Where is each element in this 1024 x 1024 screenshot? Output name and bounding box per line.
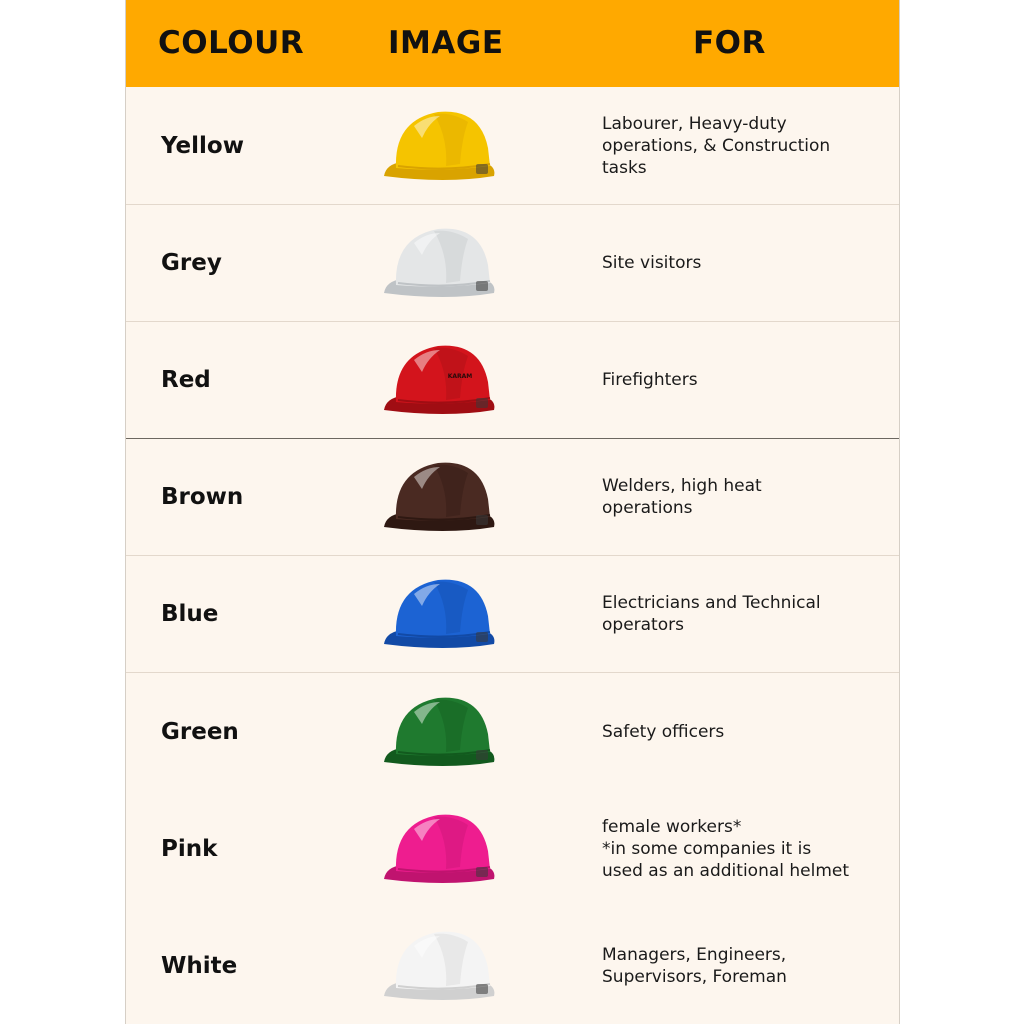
- table-row: [126, 439, 899, 556]
- usage-text: Labourer, Heavy-duty operations, & Construction tasks: [602, 113, 831, 178]
- colour-label: Brown: [161, 484, 244, 510]
- table-row: [126, 907, 899, 1024]
- grey-helmet-icon: [376, 215, 506, 311]
- usage-text: Site visitors: [602, 253, 702, 273]
- usage-text: Safety officers: [602, 721, 725, 742]
- red-helmet-icon: [376, 332, 506, 428]
- usage-text: Welders, high heat operations: [602, 476, 762, 518]
- table-header: [126, 0, 899, 87]
- colour-label: White: [161, 952, 238, 979]
- usage-text: Electricians and Technical operators: [602, 593, 821, 635]
- blue-helmet-icon: [376, 566, 506, 662]
- usage-text: Managers, Engineers, Supervisors, Foreman: [602, 944, 787, 987]
- header-colour: COLOUR: [158, 25, 305, 61]
- usage-text: female workers* *in some companies it is used as an additional helmet: [602, 816, 850, 881]
- white-helmet-icon: [376, 918, 506, 1014]
- table-row: [126, 673, 899, 790]
- colour-label: Blue: [161, 601, 219, 627]
- pink-helmet-icon: [376, 801, 506, 897]
- helmet-colour-chart: [125, 0, 900, 1024]
- svg-text:KARAM: KARAM: [447, 373, 473, 380]
- table-row: [126, 87, 899, 205]
- yellow-helmet-icon: [376, 98, 506, 194]
- table-row: [126, 556, 899, 673]
- colour-label: Grey: [161, 250, 222, 276]
- colour-label: Yellow: [161, 132, 244, 159]
- header-image: IMAGE: [388, 25, 504, 61]
- green-helmet-icon: [376, 684, 506, 780]
- colour-label: Red: [161, 367, 211, 393]
- colour-label: Pink: [161, 835, 218, 862]
- brown-helmet-icon: [376, 449, 506, 545]
- table-row: [126, 205, 899, 322]
- header-for: FOR: [693, 25, 766, 61]
- table-row: [126, 790, 899, 907]
- colour-label: Green: [161, 718, 239, 745]
- table-row: [126, 322, 899, 439]
- usage-text: Firefighters: [602, 370, 698, 390]
